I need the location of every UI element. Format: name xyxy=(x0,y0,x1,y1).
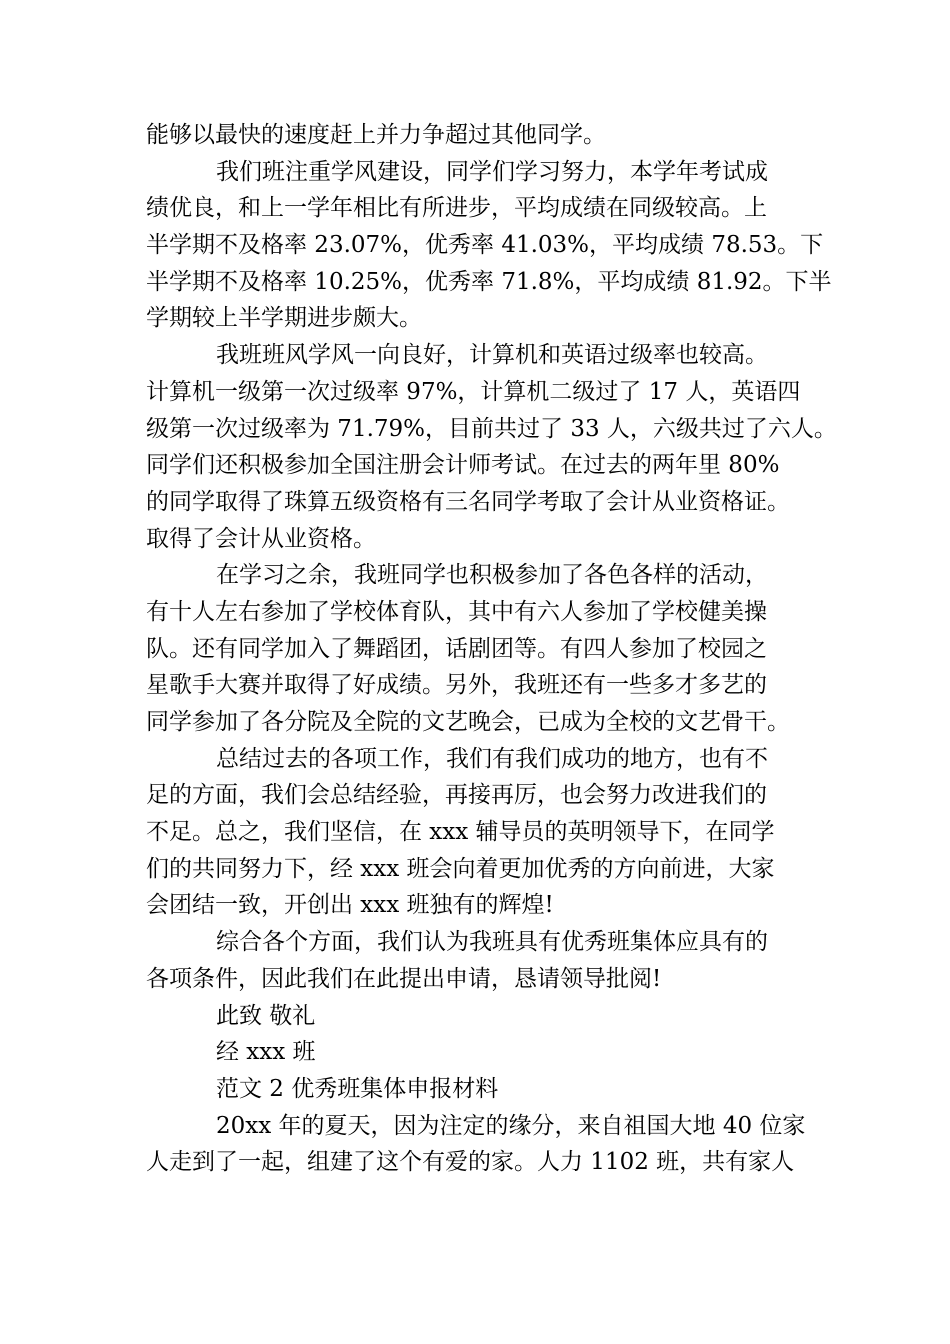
text-line: 绩优良，和上一学年相比有所进步，平均成绩在同级较高。上 xyxy=(146,195,767,222)
text-line: 们的共同努力下，经 xxx 班会向着更加优秀的方向前进，大家 xyxy=(146,855,775,882)
text-line: 有十人左右参加了学校体育队，其中有六人参加了学校健美操 xyxy=(146,598,767,625)
text-line: 范文 2 优秀班集体申报材料 xyxy=(216,1075,499,1102)
text-line: 我班班风学风一向良好，计算机和英语过级率也较高。 xyxy=(216,342,768,369)
text-line: 经 xxx 班 xyxy=(216,1039,316,1066)
text-line: 能够以最快的速度赶上并力争超过其他同学。 xyxy=(146,122,606,148)
text-line: 不足。总之，我们坚信，在 xxx 辅导员的英明领导下，在同学 xyxy=(146,819,775,846)
text-line: 20xx 年的夏天，因为注定的缘分，来自祖国大地 40 位家 xyxy=(216,1112,806,1139)
document-body-text xyxy=(146,117,837,1181)
text-line: 总结过去的各项工作，我们有我们成功的地方，也有不 xyxy=(216,745,768,772)
text-line: 会团结一致，开创出 xxx 班独有的辉煌! xyxy=(146,892,554,919)
text-line: 学期较上半学期进步颇大。 xyxy=(146,305,422,332)
text-line: 计算机一级第一次过级率 97%，计算机二级过了 17 人，英语四 xyxy=(146,378,801,405)
text-line: 级第一次过级率为 71.79%，目前共过了 33 人，六级共过了六人。 xyxy=(146,415,837,442)
text-line: 半学期不及格率 23.07%，优秀率 41.03%，平均成绩 78.53。下 xyxy=(146,232,824,259)
text-line: 我们班注重学风建设，同学们学习努力，本学年考试成 xyxy=(216,158,768,185)
text-line: 取得了会计从业资格。 xyxy=(146,525,376,552)
text-line: 星歌手大赛并取得了好成绩。另外，我班还有一些多才多艺的 xyxy=(146,672,767,699)
text-line: 各项条件，因此我们在此提出申请，恳请领导批阅! xyxy=(146,965,662,992)
text-line: 半学期不及格率 10.25%，优秀率 71.8%，平均成绩 81.92。下半 xyxy=(146,268,832,295)
text-line: 的同学取得了珠算五级资格有三名同学考取了会计从业资格证。 xyxy=(146,488,790,515)
text-line: 综合各个方面，我们认为我班具有优秀班集体应具有的 xyxy=(216,929,768,956)
text-line: 人走到了一起，组建了这个有爱的家。人力 1102 班，共有家人 xyxy=(146,1149,795,1176)
text-line: 队。还有同学加入了舞蹈团，话剧团等。有四人参加了校园之 xyxy=(146,635,767,662)
text-line: 足的方面，我们会总结经验，再接再厉，也会努力改进我们的 xyxy=(146,782,767,809)
text-line: 同学们还积极参加全国注册会计师考试。在过去的两年里 80% xyxy=(146,452,780,479)
text-line: 此致 敬礼 xyxy=(216,1002,316,1029)
text-line: 同学参加了各分院及全院的文艺晚会，已成为全校的文艺骨干。 xyxy=(146,709,790,735)
text-line: 在学习之余，我班同学也积极参加了各色各样的活动， xyxy=(216,562,768,589)
